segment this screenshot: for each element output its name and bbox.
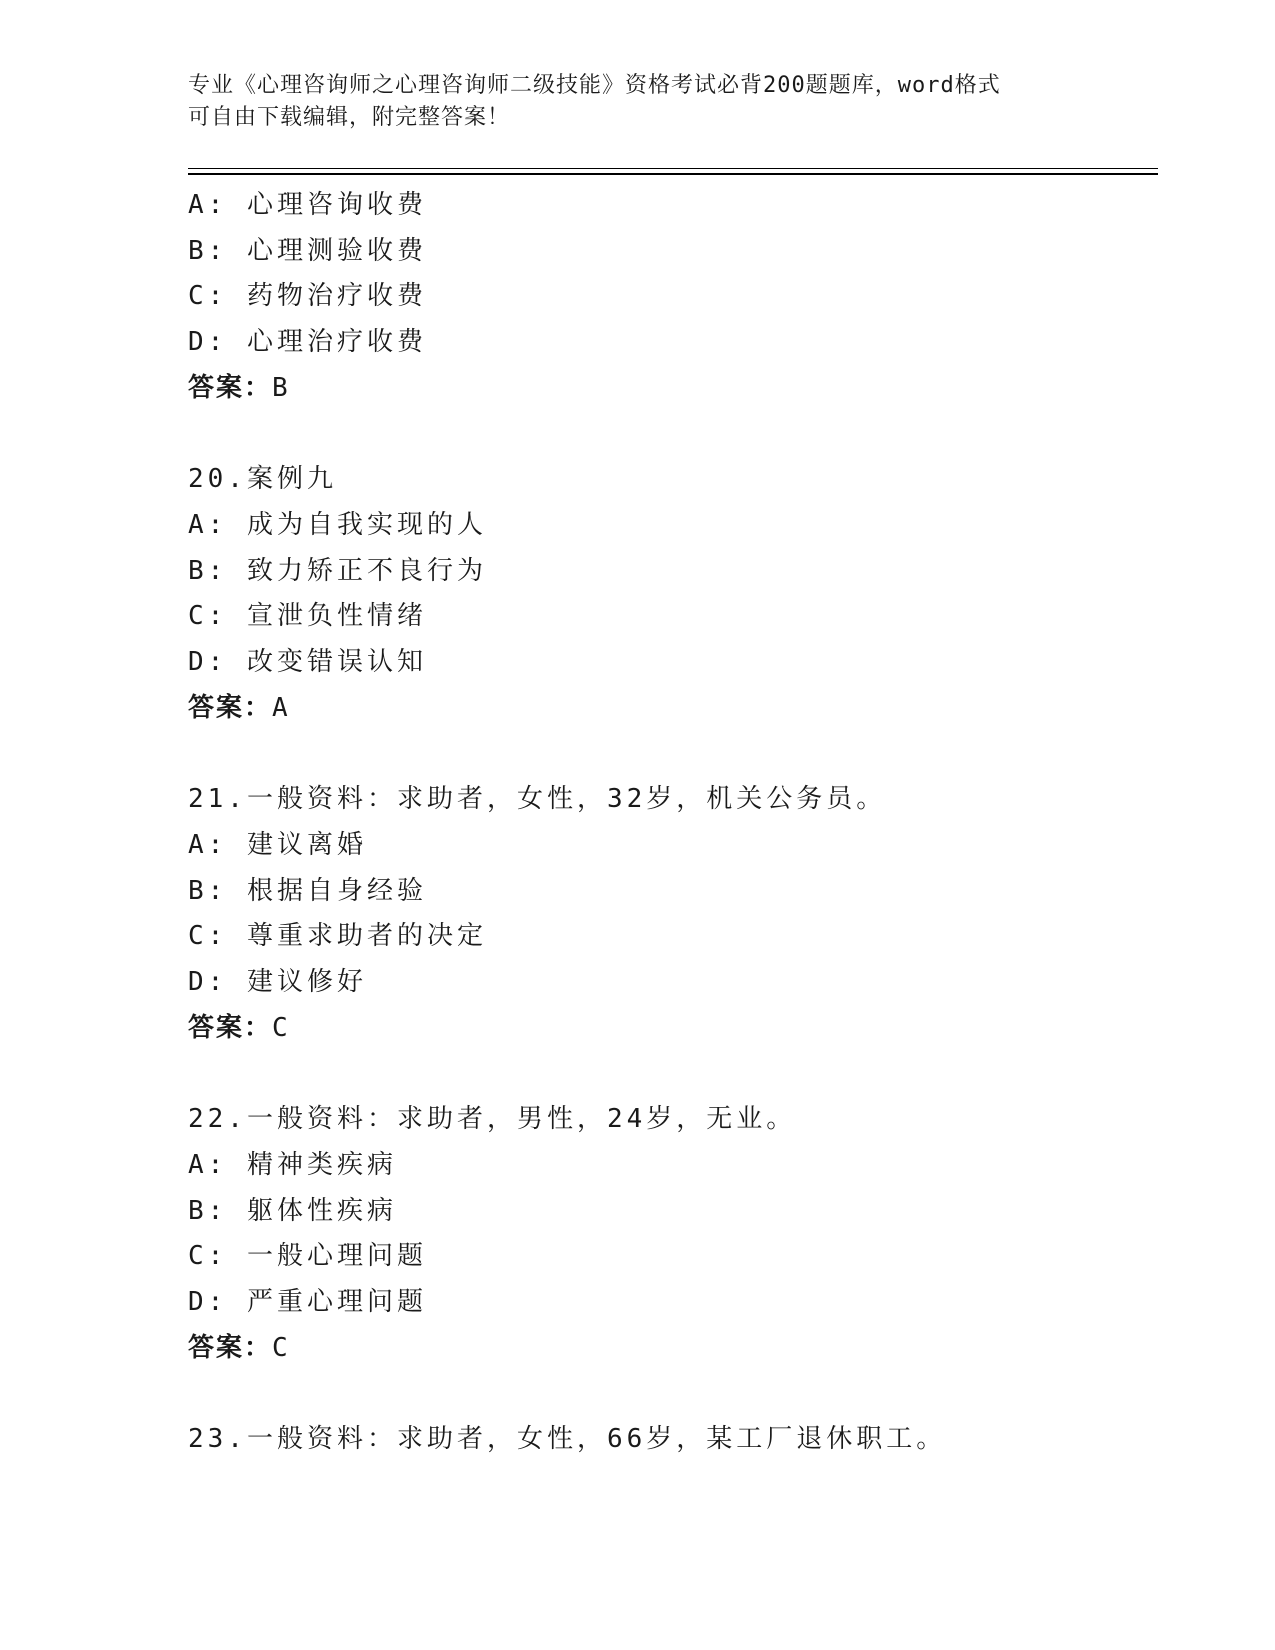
question-option: C: 宣泄负性情绪 xyxy=(188,601,427,632)
question-option: C: 一般心理问题 xyxy=(188,1241,427,1272)
question-title: 23.一般资料：求助者，女性，66岁，某工厂退休职工。 xyxy=(188,1424,947,1455)
question-option: A: 成为自我实现的人 xyxy=(188,509,487,540)
question-block xyxy=(188,1097,1158,1371)
document-header xyxy=(188,70,1158,134)
question-option: A: 心理咨询收费 xyxy=(188,190,427,220)
question-title: 21.一般资料：求助者，女性，32岁，机关公务员。 xyxy=(188,784,887,815)
answer-label: 答案： xyxy=(188,693,273,724)
question-option: B: 躯体性疾病 xyxy=(188,1195,397,1226)
question-option: D: 建议修好 xyxy=(188,966,367,997)
header-title-line-1: 专业《心理咨询师之心理咨询师二级技能》资格考试必背200题题库，word格式 xyxy=(188,73,1001,98)
document-page xyxy=(188,70,1158,1509)
question-title: 22.一般资料：求助者，男性，24岁，无业。 xyxy=(188,1104,797,1135)
answer-value: B xyxy=(272,373,288,404)
question-list xyxy=(188,183,1158,1463)
header-divider xyxy=(188,168,1158,175)
answer-line xyxy=(188,1325,1158,1371)
answer-line xyxy=(188,1005,1158,1051)
question-block xyxy=(188,777,1158,1051)
answer-label: 答案： xyxy=(188,373,273,404)
question-block xyxy=(188,457,1158,731)
answer-line xyxy=(188,685,1158,731)
question-option: A: 精神类疾病 xyxy=(188,1149,397,1180)
question-option: A: 建议离婚 xyxy=(188,829,367,860)
question-option: B: 致力矫正不良行为 xyxy=(188,555,487,586)
question-block xyxy=(188,1417,1158,1463)
question-option: C: 尊重求助者的决定 xyxy=(188,921,487,952)
question-option: B: 根据自身经验 xyxy=(188,875,427,906)
answer-value: C xyxy=(272,1013,288,1044)
question-option: C: 药物治疗收费 xyxy=(188,281,427,312)
question-option: D: 严重心理问题 xyxy=(188,1286,427,1317)
answer-line xyxy=(188,365,1158,411)
question-option: D: 心理治疗收费 xyxy=(188,326,427,357)
question-title: 20.案例九 xyxy=(188,464,337,495)
answer-label: 答案： xyxy=(188,1333,273,1364)
question-option: B: 心理测验收费 xyxy=(188,235,427,266)
question-block xyxy=(188,183,1158,411)
header-title-line-2: 可自由下载编辑，附完整答案！ xyxy=(188,105,511,130)
question-option: D: 改变错误认知 xyxy=(188,646,427,677)
answer-label: 答案： xyxy=(188,1013,273,1044)
answer-value: A xyxy=(272,693,288,724)
answer-value: C xyxy=(272,1333,288,1364)
